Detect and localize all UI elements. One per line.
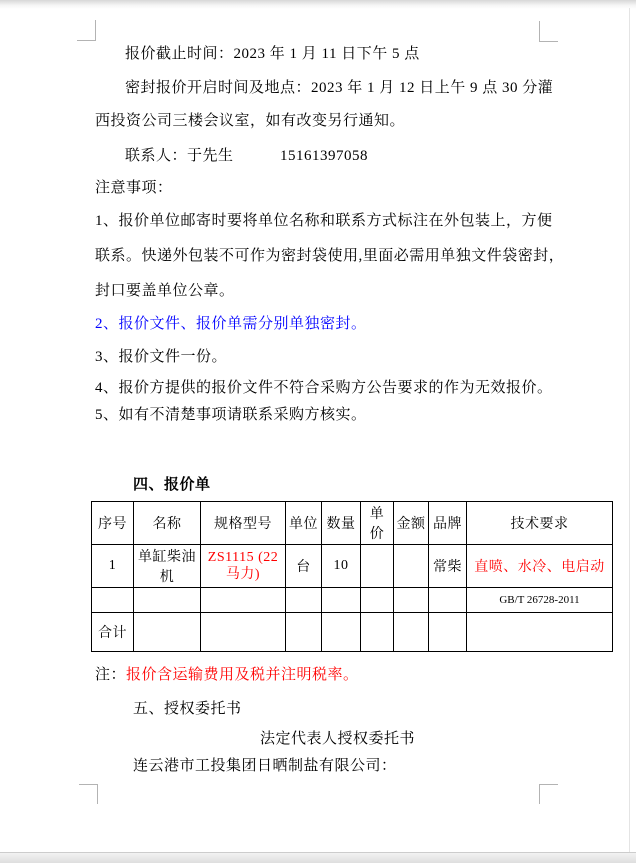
heading-notes: 注意事项： <box>95 180 173 196</box>
cell-tech: 直喷、水冷、电启动 <box>467 545 613 588</box>
cell-empty <box>394 588 429 613</box>
table-row <box>92 588 613 613</box>
app-top-edge <box>0 0 636 9</box>
margin-mark-top-right-icon <box>539 21 558 42</box>
cell-empty <box>201 588 286 613</box>
note-item-1-line-3: 封口要盖单位公章。 <box>95 283 235 299</box>
col-header-unit-price: 单价 <box>361 502 394 545</box>
col-header-tech: 技术要求 <box>467 502 613 545</box>
col-header-unit: 单位 <box>286 502 322 545</box>
cell-total-label: 合计 <box>92 613 134 652</box>
cell-empty <box>322 588 361 613</box>
col-header-name: 名称 <box>134 502 201 545</box>
page-right-edge <box>629 8 630 853</box>
cell-empty <box>429 613 467 652</box>
cell-model: ZS1115 (22 马力) <box>201 545 286 588</box>
paragraph-deadline: 报价截止时间：2023 年 1 月 11 日下午 5 点 <box>125 46 420 62</box>
note-item-1-line-1: 1、报价单位邮寄时要将单位名称和联系方式标注在外包装上，方便 <box>95 213 553 229</box>
note-item-3: 3、报价文件一份。 <box>95 349 228 365</box>
col-header-qty: 数量 <box>322 502 361 545</box>
paragraph-opening-2: 西投资公司三楼会议室，如有改变另行通知。 <box>95 113 406 129</box>
cell-empty <box>92 588 134 613</box>
cell-standard: GB/T 26728-2011 <box>467 588 613 613</box>
cell-qty: 10 <box>322 545 361 588</box>
cell-unit: 台 <box>286 545 322 588</box>
cell-name: 单缸柴油机 <box>134 545 201 588</box>
cell-unit-price <box>361 545 394 588</box>
cell-empty <box>201 613 286 652</box>
note-item-2: 2、报价文件、报价单需分别单独密封。 <box>95 316 367 332</box>
paragraph-opening-1: 密封报价开启时间及地点：2023 年 1 月 12 日上午 9 点 30 分灌 <box>125 80 554 96</box>
col-header-brand: 品牌 <box>429 502 467 545</box>
poa-document-title: 法定代表人授权委托书 <box>260 731 416 747</box>
cell-empty <box>467 613 613 652</box>
section-title-quotation: 四、报价单 <box>133 477 211 493</box>
tax-note-red-text: 报价含运输费用及税并注明税率。 <box>126 667 359 683</box>
note-item-5: 5、如有不清楚事项请联系采购方核实。 <box>95 407 367 423</box>
cell-seq: 1 <box>92 545 134 588</box>
table-header-row <box>92 502 613 545</box>
tax-note-prefix: 注： <box>95 667 127 683</box>
cell-empty <box>429 588 467 613</box>
cell-empty <box>322 613 361 652</box>
col-header-seq: 序号 <box>92 502 134 545</box>
table-row <box>92 613 613 652</box>
app-bottom-edge <box>0 852 636 863</box>
margin-mark-bottom-left-icon <box>79 784 98 804</box>
cell-empty <box>361 588 394 613</box>
cell-empty <box>286 613 322 652</box>
table-row <box>92 545 613 588</box>
note-item-4: 4、报价方提供的报价文件不符合采购方公告要求的作为无效报价。 <box>95 380 553 396</box>
col-header-amount: 金额 <box>394 502 429 545</box>
cell-empty <box>134 588 201 613</box>
paragraph-contact: 联系人：于先生 15161397058 <box>125 148 369 164</box>
company-salutation: 连云港市工投集团日晒制盐有限公司： <box>133 758 397 774</box>
col-header-model: 规格型号 <box>201 502 286 545</box>
margin-mark-bottom-right-icon <box>539 784 558 804</box>
cell-brand: 常柴 <box>429 545 467 588</box>
cell-empty <box>286 588 322 613</box>
paragraph-tax-note <box>95 667 359 684</box>
cell-empty <box>394 613 429 652</box>
section-title-poa: 五、授权委托书 <box>133 701 242 717</box>
cell-empty <box>134 613 201 652</box>
note-item-1-line-2: 联系。快递外包装不可作为密封袋使用,里面必需用单独文件袋密封， <box>95 248 565 264</box>
quotation-table <box>91 501 613 652</box>
cell-amount <box>394 545 429 588</box>
cell-empty <box>361 613 394 652</box>
margin-mark-top-left-icon <box>77 20 96 41</box>
